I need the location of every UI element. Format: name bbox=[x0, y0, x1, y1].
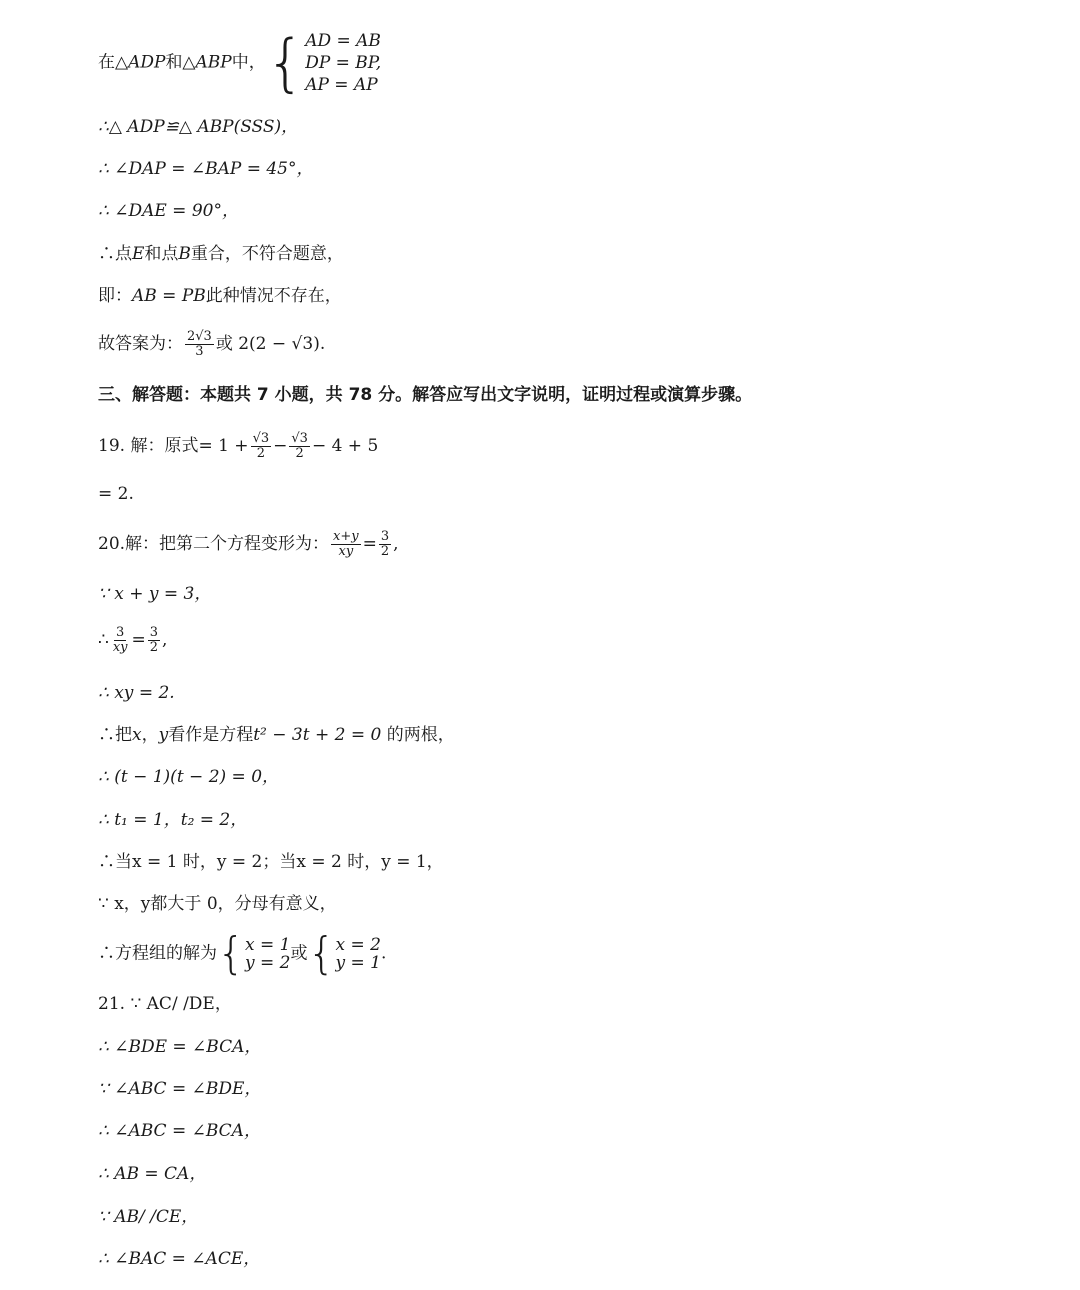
text-segment: 在△ bbox=[98, 52, 129, 73]
text-segment: ∴方程组的解为 bbox=[98, 943, 217, 964]
left-brace-icon: { bbox=[217, 928, 245, 979]
text-line: ∴ (t − 1)(t − 2) = 0， bbox=[98, 767, 280, 787]
denominator: xy bbox=[338, 544, 354, 559]
numerator: 3 bbox=[116, 625, 125, 640]
denominator: 2 bbox=[149, 640, 159, 655]
fraction bbox=[251, 432, 272, 461]
text-line: ∴ ∠BDE = ∠BCA， bbox=[98, 1037, 262, 1057]
text-line bbox=[98, 626, 167, 655]
q19-line bbox=[98, 432, 378, 461]
left-brace-icon: { bbox=[307, 928, 336, 979]
math-segment: x bbox=[132, 725, 142, 745]
text-segment: − bbox=[273, 436, 288, 456]
system-row: DP = BP, bbox=[305, 53, 382, 73]
system-row: x = 2 bbox=[335, 935, 381, 955]
denominator: 2 bbox=[295, 446, 304, 461]
text-segment: = bbox=[362, 534, 377, 554]
text-line: ∴ t₁ = 1，t₂ = 2， bbox=[98, 810, 248, 830]
text-segment: 19. 解：原式= 1 + bbox=[98, 436, 249, 456]
left-brace-icon: { bbox=[265, 26, 306, 99]
text-segment: 即： bbox=[98, 286, 132, 306]
text-segment: 此种情况不存在， bbox=[205, 286, 342, 306]
text-line: ∴△ ADP≌△ ABP(SSS)， bbox=[98, 117, 299, 137]
text-segment: 和点 bbox=[144, 244, 179, 264]
denominator: xy bbox=[112, 640, 128, 655]
math-segment: AB = PB bbox=[132, 286, 206, 306]
text-line: ∴ ∠ABC = ∠BCA， bbox=[98, 1121, 261, 1141]
text-segment: ， bbox=[141, 725, 159, 745]
math-segment: t² − 3t + 2 = 0 bbox=[253, 725, 382, 745]
text-segment: 中， bbox=[231, 52, 266, 73]
q20-line bbox=[98, 530, 399, 559]
text-segment: 的两根， bbox=[381, 725, 455, 745]
system-row: AP = AP bbox=[305, 75, 378, 95]
text-segment: , bbox=[162, 630, 168, 650]
numerator: 2√3 bbox=[187, 329, 212, 344]
text-segment: 或 bbox=[290, 943, 308, 964]
text-line: ∴ AB = CA， bbox=[98, 1164, 207, 1184]
text-line: ∵ AB/ /CE， bbox=[98, 1207, 199, 1227]
text-line: ∴ xy = 2. bbox=[98, 683, 175, 703]
section-heading: 三、解答题：本题共 7 小题，共 78 分。解答应写出文字说明，证明过程或演算步骤。 bbox=[98, 385, 753, 405]
text-segment: ∴把 bbox=[98, 725, 132, 745]
text-line: ∵ ∠ABC = ∠BDE， bbox=[98, 1079, 262, 1099]
equation-system bbox=[217, 928, 291, 979]
solution-line bbox=[98, 928, 387, 979]
fraction bbox=[111, 626, 130, 655]
text-segment: 和△ bbox=[165, 52, 196, 73]
text-segment: . bbox=[380, 943, 387, 964]
math-segment: ABP bbox=[195, 52, 232, 73]
fraction bbox=[289, 432, 310, 461]
text-line-triangle-system bbox=[98, 26, 382, 99]
denominator: 2 bbox=[256, 446, 265, 461]
fraction bbox=[331, 530, 361, 559]
system-row: AD = AB bbox=[305, 31, 381, 51]
text-segment: 重合，不符合题意， bbox=[190, 244, 344, 264]
numerator: 3 bbox=[380, 529, 390, 544]
numerator: √3 bbox=[252, 431, 270, 446]
text-segment: 或 2(2 − √3). bbox=[215, 334, 326, 354]
system-row: x = 1 bbox=[245, 935, 291, 955]
fraction bbox=[148, 626, 160, 655]
denominator: 2 bbox=[380, 544, 390, 559]
q19-result: = 2. bbox=[98, 484, 134, 504]
math-segment: ADP bbox=[128, 52, 166, 73]
text-line: ∴ ∠BAC = ∠ACE， bbox=[98, 1249, 261, 1269]
text-line: ∵ x + y = 3， bbox=[98, 584, 212, 604]
text-segment: 看作是方程 bbox=[168, 725, 254, 745]
math-segment: y bbox=[158, 725, 169, 745]
numerator: x+y bbox=[333, 529, 359, 544]
text-segment: − 4 + 5 bbox=[311, 436, 379, 456]
text-segment: 故答案为： bbox=[98, 334, 183, 354]
math-segment: B bbox=[178, 244, 191, 264]
text-line: ∴ ∠DAE = 90°， bbox=[98, 201, 239, 221]
math-segment: E bbox=[132, 244, 145, 264]
fraction bbox=[379, 530, 391, 559]
equation-system bbox=[265, 26, 382, 99]
fraction bbox=[185, 330, 214, 359]
answer-line bbox=[98, 330, 325, 359]
system-row: y = 2 bbox=[245, 953, 291, 973]
numerator: √3 bbox=[291, 431, 308, 446]
text-line: ∴当x = 1 时，y = 2；当x = 2 时，y = 1， bbox=[98, 852, 444, 872]
equation-system bbox=[307, 928, 381, 979]
text-segment: 20.解：把第二个方程变形为： bbox=[98, 534, 330, 554]
text-segment: ∴ bbox=[98, 630, 109, 650]
text-line bbox=[98, 243, 344, 265]
numerator: 3 bbox=[149, 625, 159, 640]
text-line bbox=[98, 285, 342, 307]
text-line: 21. ∵ AC/ /DE， bbox=[98, 994, 232, 1014]
text-segment: = bbox=[131, 630, 146, 650]
text-segment: ∴点 bbox=[98, 244, 132, 264]
system-row: y = 1 bbox=[335, 953, 381, 973]
text-line bbox=[98, 724, 455, 746]
denominator: 3 bbox=[195, 344, 204, 359]
text-line: ∵ x，y都大于 0，分母有意义， bbox=[98, 894, 337, 914]
text-segment: , bbox=[393, 534, 399, 554]
text-line: ∴ ∠DAP = ∠BAP = 45°， bbox=[98, 159, 314, 179]
